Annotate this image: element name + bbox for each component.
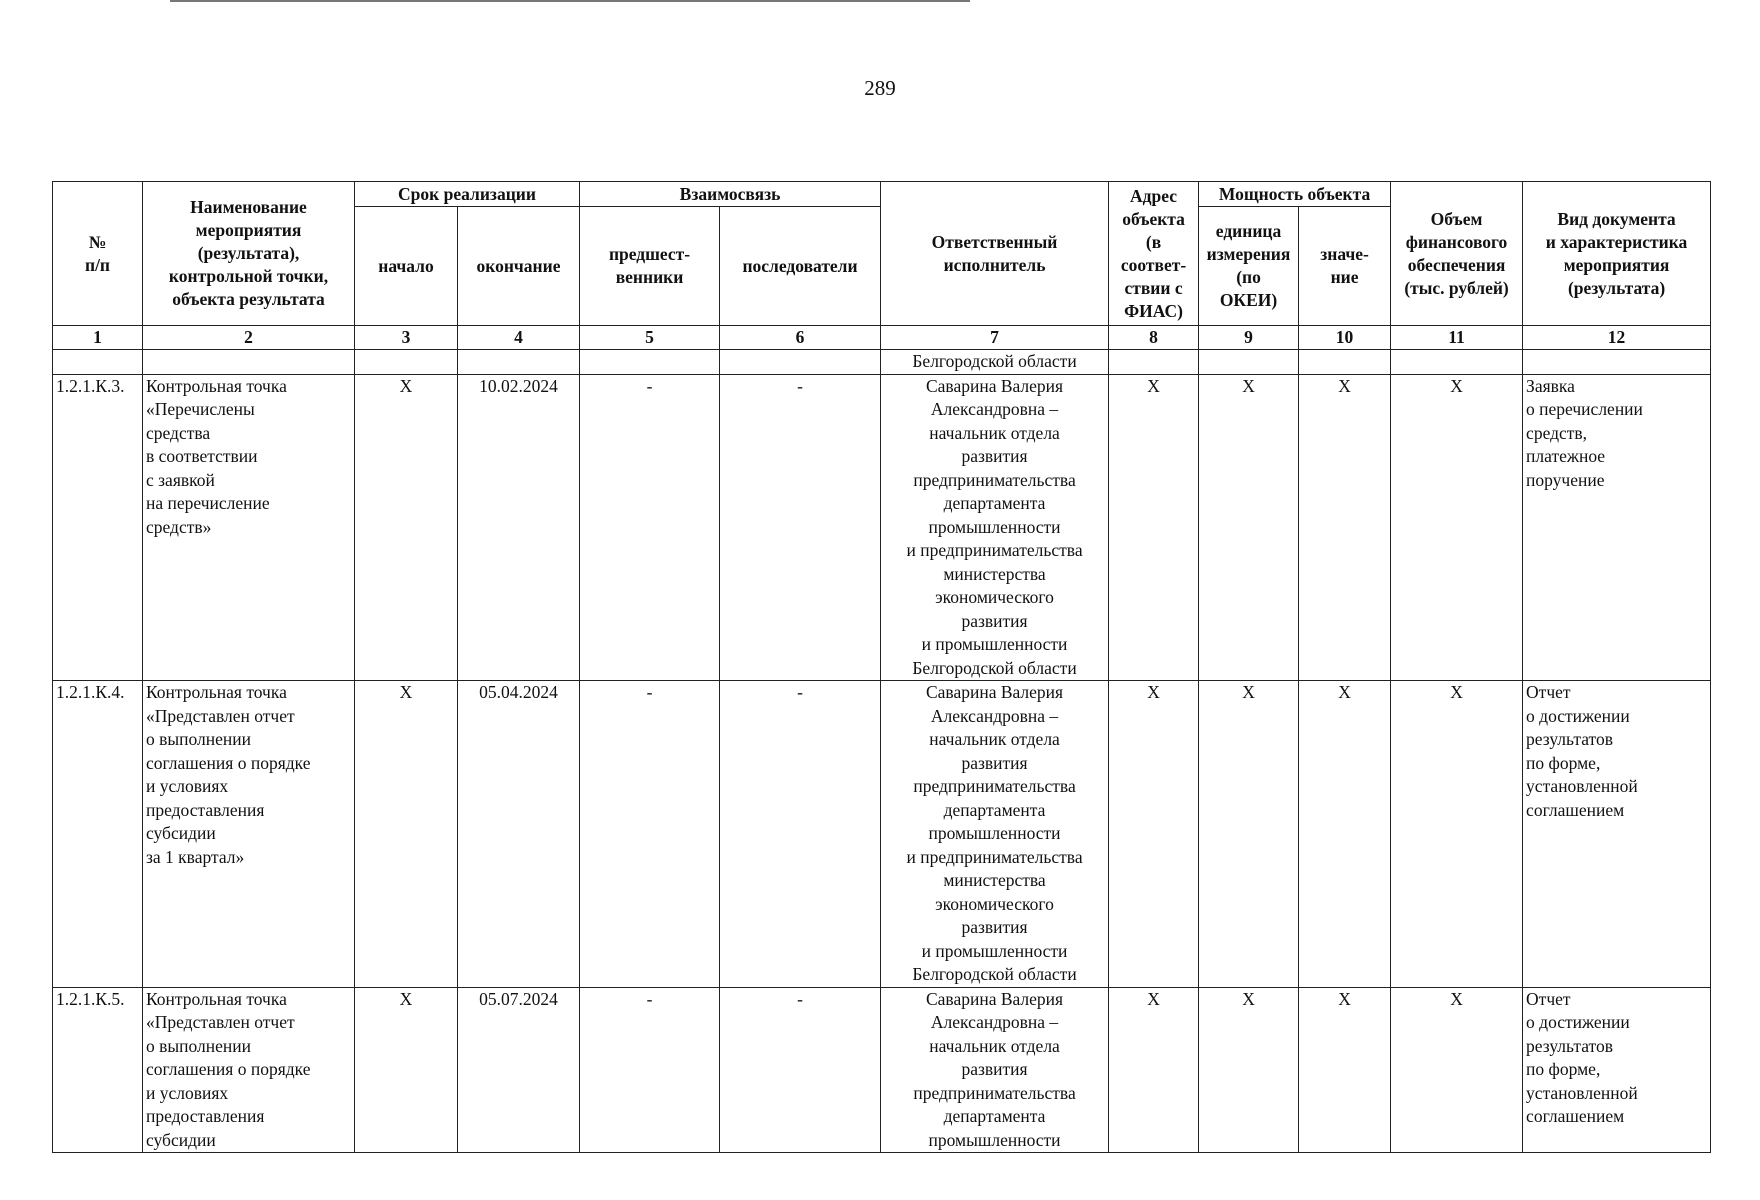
column-number: 7 [881,326,1109,350]
header-term: Срок реализации [355,182,580,207]
cell-empty [1391,350,1523,375]
column-number: 12 [1523,326,1711,350]
page-number: 289 [864,76,896,100]
cell-empty [53,350,143,375]
header-capacity-value: значе- ние [1299,207,1391,326]
cell-doc: Заявка о перечислении средств, платежное поручение [1523,374,1711,681]
header-link-prev: предшест- венники [580,207,720,326]
column-number: 5 [580,326,720,350]
cell-unit: X [1199,681,1299,988]
table-row [53,374,1711,681]
header-num: № п/п [53,182,143,326]
cell-finance: X [1391,374,1523,681]
column-number: 3 [355,326,458,350]
cell-empty [1109,350,1199,375]
column-number: 11 [1391,326,1523,350]
cell-finance: X [1391,987,1523,1153]
header-term-start: начало [355,207,458,326]
cell-empty [355,350,458,375]
cell-num: 1.2.1.К.5. [53,987,143,1153]
top-rule [170,0,970,2]
column-number: 8 [1109,326,1199,350]
header-link: Взаимосвязь [580,182,881,207]
cell-name: Контрольная точка «Представлен отчет о выполнении соглашения о порядке и условиях предоставления субсидии [143,987,355,1153]
cell-name: Контрольная точка «Представлен отчет о выполнении соглашения о порядке и условиях предоставления субсидии за 1 квартал» [143,681,355,988]
table-row [53,681,1711,988]
cell-empty [580,350,720,375]
column-number: 1 [53,326,143,350]
continuation-row [53,350,1711,375]
header-name: Наименование мероприятия (результата), контрольной точки, объекта результата [143,182,355,326]
column-number: 10 [1299,326,1391,350]
table-body [53,350,1711,1153]
cell-empty [143,350,355,375]
cell-empty [1523,350,1711,375]
cell-num: 1.2.1.К.3. [53,374,143,681]
cell-finance: X [1391,681,1523,988]
cell-empty [1299,350,1391,375]
cell-responsible: Белгородской области [881,350,1109,375]
header-responsible: Ответственный исполнитель [881,182,1109,326]
cell-unit: X [1199,374,1299,681]
column-number: 2 [143,326,355,350]
cell-start: X [355,987,458,1153]
cell-address: X [1109,987,1199,1153]
cell-empty [458,350,580,375]
table-row [53,987,1711,1153]
cell-num: 1.2.1.К.4. [53,681,143,988]
cell-prev: - [580,681,720,988]
cell-start: X [355,374,458,681]
cell-next: - [720,681,881,988]
cell-next: - [720,987,881,1153]
plan-table [52,181,1711,1153]
cell-next: - [720,374,881,681]
header-finance: Объем финансового обеспечения (тыс. рублей) [1391,182,1523,326]
cell-end: 05.04.2024 [458,681,580,988]
header-link-next: последователи [720,207,881,326]
column-numbers-row [53,326,1711,350]
header-row-1 [53,182,1711,207]
column-number: 4 [458,326,580,350]
cell-responsible: Саварина Валерия Александровна – начальник отдела развития предпринимательства департамента промышленности и предпринимательства министерства экономического развития и промышленности Белгородской области [881,374,1109,681]
cell-address: X [1109,681,1199,988]
header-term-end: окончание [458,207,580,326]
header-capacity: Мощность объекта [1199,182,1391,207]
column-number: 6 [720,326,881,350]
table-header [53,182,1711,350]
header-address: Адрес объекта (в соответ- ствии с ФИАС) [1109,182,1199,326]
cell-prev: - [580,374,720,681]
cell-responsible: Саварина Валерия Александровна – начальник отдела развития предпринимательства департамента промышленности и предпринимательства министерства экономического развития и промышленности Белгородской области [881,681,1109,988]
cell-doc: Отчет о достижении результатов по форме, установленной соглашением [1523,681,1711,988]
cell-doc: Отчет о достижении результатов по форме, установленной соглашением [1523,987,1711,1153]
cell-unit: X [1199,987,1299,1153]
cell-value: X [1299,681,1391,988]
cell-name: Контрольная точка «Перечислены средства в соответствии с заявкой на перечисление средств» [143,374,355,681]
cell-value: X [1299,987,1391,1153]
cell-end: 10.02.2024 [458,374,580,681]
cell-end: 05.07.2024 [458,987,580,1153]
cell-empty [1199,350,1299,375]
cell-responsible: Саварина Валерия Александровна – начальник отдела развития предпринимательства департамента промышленности [881,987,1109,1153]
cell-prev: - [580,987,720,1153]
cell-address: X [1109,374,1199,681]
header-capacity-unit: единица измерения (по ОКЕИ) [1199,207,1299,326]
cell-start: X [355,681,458,988]
cell-value: X [1299,374,1391,681]
column-number: 9 [1199,326,1299,350]
cell-empty [720,350,881,375]
header-doc: Вид документа и характеристика мероприятия (результата) [1523,182,1711,326]
